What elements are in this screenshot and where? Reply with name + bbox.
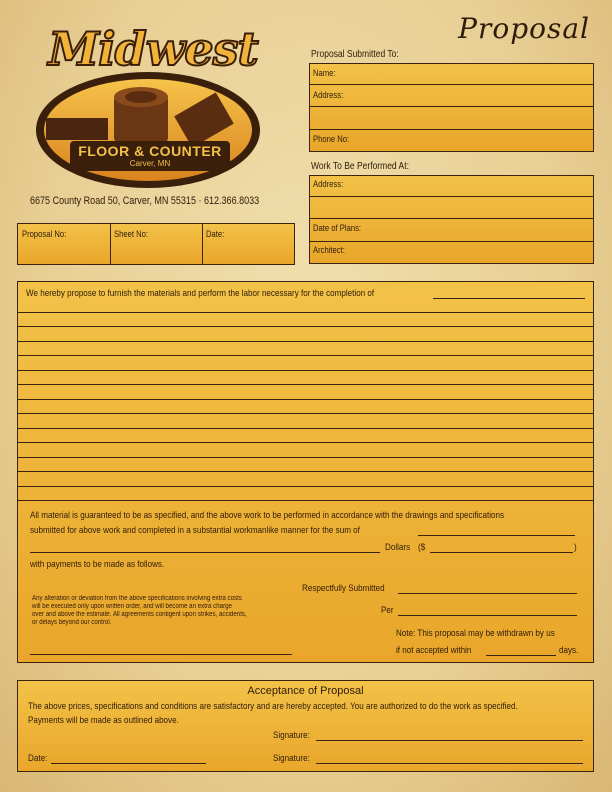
fine-print-3: over and above the estimate. All agreements contigent upon strikes, accidents, bbox=[32, 611, 247, 618]
respectfully-line[interactable] bbox=[398, 593, 577, 594]
dollar-amount-field[interactable] bbox=[430, 552, 573, 553]
fine-print-1: Any alteration or deviation from the above specifications involving extra costs bbox=[32, 595, 242, 602]
note-line1: Note: This proposal may be withdrawn by us bbox=[396, 628, 555, 639]
acceptance-line2: Payments will be made as outlined above. bbox=[28, 715, 179, 726]
note-line2a: if not accepted within bbox=[396, 645, 472, 656]
scope-panel bbox=[17, 281, 594, 663]
signature-field-1[interactable] bbox=[316, 740, 583, 741]
work-at-heading: Work To Be Performed At: bbox=[311, 161, 409, 172]
name-field[interactable]: Name: bbox=[313, 68, 336, 78]
logo-tagline: FLOOR & COUNTER bbox=[78, 143, 222, 159]
work-at-box bbox=[309, 175, 594, 264]
acceptance-heading: Acceptance of Proposal bbox=[247, 685, 364, 697]
architect-field[interactable]: Architect: bbox=[313, 245, 345, 255]
scope-completion-line[interactable] bbox=[433, 298, 585, 299]
logo-location: Carver, MN bbox=[129, 159, 171, 168]
terms-line2: submitted for above work and completed in a substantial workmanlike manner for the sum of bbox=[30, 525, 360, 536]
address-field[interactable]: Address: bbox=[313, 90, 344, 100]
date-field[interactable]: Date: bbox=[206, 229, 225, 239]
meta-box bbox=[17, 223, 295, 265]
sum-words-line[interactable] bbox=[418, 535, 575, 536]
respectfully-label: Respectfully Submitted bbox=[302, 583, 385, 594]
fine-print-2: will be executed only upon written order, and will become an extra charge bbox=[32, 603, 232, 610]
date-of-plans-field[interactable]: Date of Plans: bbox=[313, 223, 362, 233]
sum-words-line-2[interactable] bbox=[30, 552, 380, 553]
logo-brand: Midwest bbox=[48, 22, 258, 76]
signature-label-1: Signature: bbox=[273, 730, 310, 741]
sheet-no-field[interactable]: Sheet No: bbox=[114, 229, 149, 239]
dollar-sign: ($ bbox=[418, 542, 426, 553]
proposal-no-field[interactable]: Proposal No: bbox=[22, 229, 67, 239]
submitted-to-heading: Proposal Submitted To: bbox=[311, 49, 399, 60]
work-address-field[interactable]: Address: bbox=[313, 179, 344, 189]
scope-intro: We hereby propose to furnish the materials and perform the labor necessary for the completion of bbox=[26, 288, 375, 299]
company-address: 6675 County Road 50, Carver, MN 55315 · 612.366.8033 bbox=[30, 195, 260, 207]
fine-print-4: or delays beyond our control. bbox=[32, 619, 112, 626]
acceptance-date-field[interactable] bbox=[51, 763, 206, 764]
payments-text: with payments to be made as follows. bbox=[30, 559, 165, 570]
per-label: Per bbox=[381, 605, 394, 616]
submitted-to-box bbox=[309, 63, 594, 152]
terms-line1: All material is guaranteed to be as specified, and the above work to be performed in accordance with the drawings and specifications bbox=[30, 510, 505, 521]
acceptance-line1: The above prices, specifications and conditions are satisfactory and are hereby accepted. You are authorized to do the work as specified. bbox=[28, 701, 518, 712]
acceptance-date-label: Date: bbox=[28, 753, 48, 764]
page-title: Proposal bbox=[458, 12, 590, 45]
per-line[interactable] bbox=[398, 615, 577, 616]
company-logo bbox=[30, 18, 270, 188]
acceptance-panel bbox=[17, 680, 594, 772]
dollars-label: Dollars bbox=[385, 542, 411, 553]
dollar-close: ) bbox=[574, 542, 577, 553]
note-line2b: days. bbox=[559, 645, 579, 656]
signature-line-left[interactable] bbox=[30, 654, 292, 655]
signature-label-2: Signature: bbox=[273, 753, 310, 764]
phone-field[interactable]: Phone No: bbox=[313, 134, 350, 144]
signature-field-2[interactable] bbox=[316, 763, 583, 764]
days-field[interactable] bbox=[486, 655, 556, 656]
